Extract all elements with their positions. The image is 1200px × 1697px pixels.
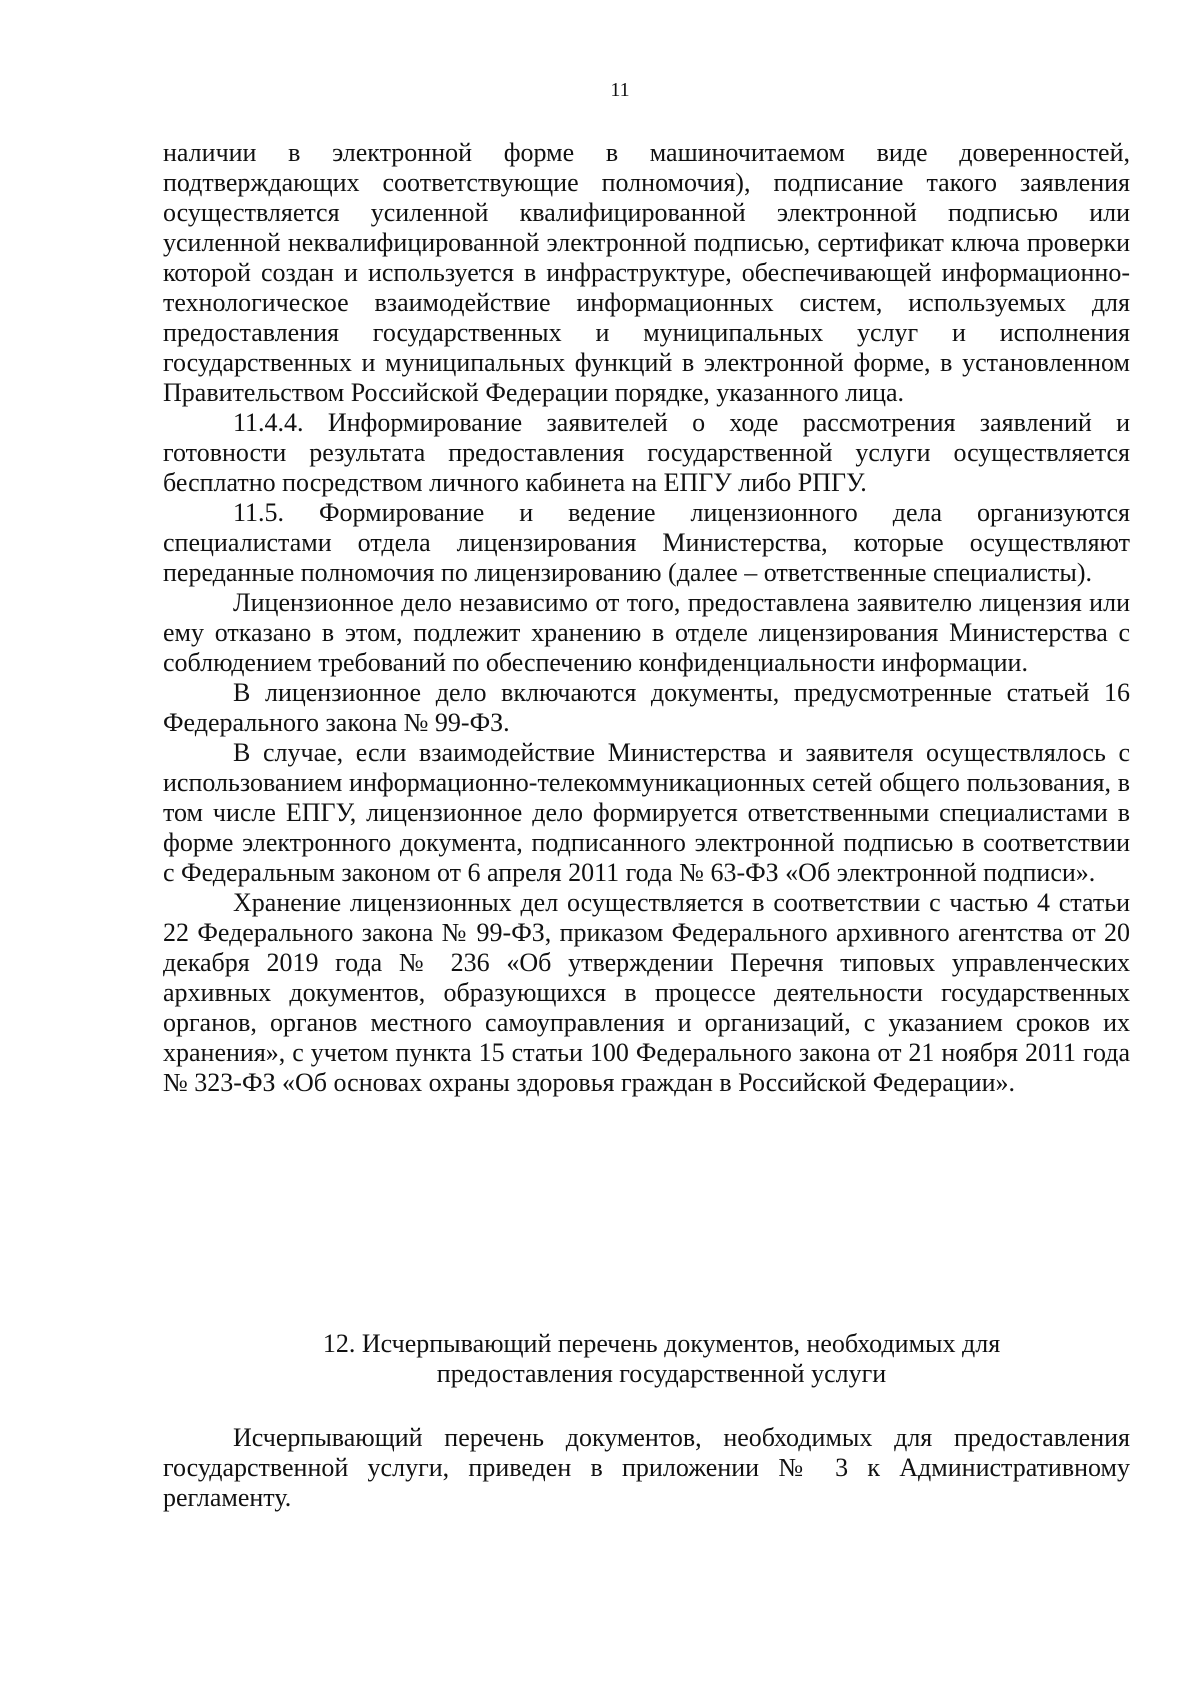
paragraph-11-4-4: 11.4.4. Информирование заявителей о ходе рассмотрения заявлений и готовности результата предоставления государственной услуги осуществляется бесплатно посредством личного кабинета на ЕПГУ либо РПГУ. — [163, 408, 1130, 497]
paragraph-license-file-contents: В лицензионное дело включаются документы, предусмотренные статьей 16 Федерального закона № 99-ФЗ. — [163, 678, 1130, 737]
paragraph-electronic-file: В случае, если взаимодействие Министерства и заявителя осуществлялось с использованием информационно-телекоммуникационных сетей общего пользования, в том числе ЕПГУ, лицензионное дело формируется ответственными специалистами в форме электронного документа, подписанного электронной подписью в соответствии с Федеральным законом от 6 апреля 2011 года № 63-ФЗ «Об электронной подписи». — [163, 738, 1130, 887]
section-heading-line-1: 12. Исчерпывающий перечень документов, необходимых для — [322, 1329, 1001, 1358]
body-text — [163, 138, 1130, 1098]
closing-section — [163, 1423, 1130, 1513]
paragraph-documents-list: Исчерпывающий перечень документов, необходимых для предоставления государственной услуги, приведен в приложении № 3 к Административному регламенту. — [163, 1423, 1130, 1512]
paragraph-license-file-storage: Лицензионное дело независимо от того, предоставлена заявителю лицензия или ему отказано в этом, подлежит хранению в отделе лицензирования Министерства с соблюдением требований по обеспечению конфиденциальности информации. — [163, 588, 1130, 677]
section-heading-line-2: предоставления государственной услуги — [436, 1359, 887, 1388]
paragraph-11-5: 11.5. Формирование и ведение лицензионного дела организуются специалистами отдела лицензирования Министерства, которые осуществляют переданные полномочия по лицензированию (далее – ответственные специалисты). — [163, 498, 1130, 587]
page-number: 11 — [610, 79, 630, 101]
section-heading-12 — [163, 1329, 1130, 1389]
paragraph-continuation: наличии в электронной форме в машиночитаемом виде доверенностей, подтверждающих соответствующие полномочия), подписание такого заявления осуществляется усиленной квалифицированной электронной подписью или усиленной неквалифицированной электронной подписью, сертификат ключа проверки которой создан и используется в инфраструктуре, обеспечивающей информационно-технологическое взаимодействие информационных систем, используемых для предоставления государственных и муниципальных услуг и исполнения государственных и муниципальных функций в электронной форме, в установленном Правительством Российской Федерации порядке, указанного лица. — [163, 138, 1130, 407]
paragraph-archive-storage: Хранение лицензионных дел осуществляется в соответствии с частью 4 статьи 22 Федерального закона № 99-ФЗ, приказом Федерального архивного агентства от 20 декабря 2019 года № 236 «Об утверждении Перечня типовых управленческих архивных документов, образующихся в процессе деятельности государственных органов, органов местного самоуправления и организаций, с указанием сроков их хранения», с учетом пункта 15 статьи 100 Федерального закона от 21 ноября 2011 года № 323-ФЗ «Об основах охраны здоровья граждан в Российской Федерации». — [163, 888, 1130, 1097]
